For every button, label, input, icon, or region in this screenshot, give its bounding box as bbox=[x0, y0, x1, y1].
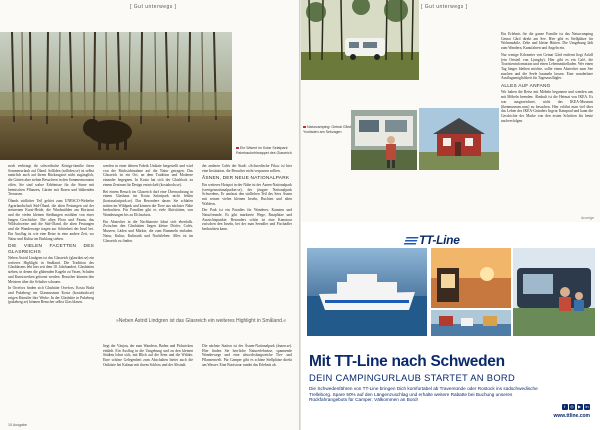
right-column bbox=[501, 32, 593, 125]
section-tag-right: [ Gut unterwegs ] bbox=[421, 4, 468, 10]
ad-headline: Mit TT-Line nach Schweden bbox=[309, 353, 505, 370]
red-cabin-image bbox=[419, 108, 499, 170]
left-column-2 bbox=[103, 164, 193, 245]
sea-cabins-image bbox=[431, 310, 511, 336]
ferry-image bbox=[307, 248, 427, 336]
sunset-deck-image bbox=[431, 248, 511, 308]
subheading-glasreich: DIE VIELEN FACETTEN DES GLASREICHS bbox=[8, 244, 94, 255]
ttline-logo: TT-Line bbox=[405, 233, 460, 247]
paragraph: In Orrefors finden sich Glashütte Orrefors, Kosta Boda und Pukeberg; im Glasmuseum Kosta (kostaboda.se) zeigen Künstler ihre Werke. In der Glashütte in Pukeberg (pukeberg.se) können Besucher selbst Glas blasen. bbox=[8, 286, 94, 305]
red-cabin-photo bbox=[419, 108, 499, 170]
social-icons bbox=[562, 404, 591, 410]
camper-forest-image bbox=[301, 0, 419, 80]
pull-quote: »Neben Astrid Lindgren ist das Glasreich ein weiteres Highlight in Småland.« bbox=[115, 318, 287, 324]
left-column-2-bottom bbox=[103, 344, 193, 370]
bison-caption: Ein Wisent im Kolar Selatpark Palmbaukehlmappet des Glasreich bbox=[236, 146, 292, 155]
ad-website-link[interactable]: www.ttline.com bbox=[553, 413, 590, 419]
ttline-stripes-icon bbox=[404, 237, 419, 245]
camper-man-image bbox=[351, 110, 417, 170]
sea-cabins-photo bbox=[431, 310, 511, 336]
page-number: 10 Ausgabe bbox=[8, 423, 27, 427]
camp-caption: Naturcamping: Getnai Gård Yvolladen am Sekvagen bbox=[303, 125, 351, 134]
subheading-nationalpark: ÅSNEN, DER NEUE NATIONALPARK bbox=[202, 176, 290, 182]
paragraph: Ein weiteres Hotspot in der Nähe ist der Åsnen-Nationalpark (sverigesnationalparker.se), der jüngste Nationalpark Schwedens. Er umfasst den südlichen Teil des Sees Åsnen mit seinen vielen kleinen Inseln, Buchten und alten Wäldern. bbox=[202, 182, 292, 206]
youtube-icon[interactable]: ▶ bbox=[577, 404, 582, 409]
paragraph: Ölands südlicher Teil gehört zum UNESCO-Welterbe Agrarlandschaft Süd-Öland, die alten Festungen auf der steinernen Karst-Heide, die Windmühlen am Horizont und die vielen kleinen Siedlungen erzählen von einer langen Geschichte. Die alten Flora und Fauna, das Wildschweine und die Süd-Öland, die alten Festungen und die Wanderwege tragen zur Schönheit der Insel bei. Ein Ausflug ist wie eine Reise in eine andere Zeit, wo Natur und Kultur im Einklang stehen. bbox=[8, 198, 94, 241]
ad-body-text: Die Schwedenfähren von TT-Line bringen Dich komfortabel ab Travemünde oder Rostock ins südschwedische Trelleborg. Spare 50% auf den Längenzuschlag und erhalte weitere Rabatte bei Buchung unseres Rückfahrangebots für Camper. Välkommen an Bord! bbox=[309, 386, 538, 403]
left-column-1 bbox=[8, 164, 94, 307]
section-tag-left: [ Gut unterwegs ] bbox=[130, 4, 177, 10]
left-column-3 bbox=[202, 164, 292, 234]
ferry-photo bbox=[307, 248, 427, 336]
left-page bbox=[0, 0, 299, 430]
facebook-icon[interactable]: f bbox=[562, 404, 568, 410]
right-page bbox=[301, 0, 600, 430]
paragraph: Nur wenige Kilometer von Getnai Gård entfernt liegt Asfall (ein Ortsteil von Ljungby). Hier gibt es ein Café, die Touristeninformation und einen Lebensmittelladen. Wer einen Tag länger bleiben möchte, sollte einen Abstecher zum See machen und die Seele baumeln lassen. Eine wunderbare Ausflugsmöglichkeit für Tagesausflügler. bbox=[501, 52, 593, 81]
instagram-icon[interactable]: ◎ bbox=[570, 404, 574, 409]
camper-forest-photo bbox=[301, 0, 419, 80]
paragraph: Ein Erlebnis für die ganze Familie ist das Naturcamping Getnai Gård direkt am See. Hier gibt es Stellplätze für Wohnmobile, Zelte und kleine Hütten. Die Umgebung lädt zum Wandern, Kanufahren und Angeln ein. bbox=[501, 32, 593, 51]
paragraph: Ein Abstecher in die Nachbarorte lohnt sich ebenfalls. Zwischen den Glashütten liegen kleine Dörfer, Cafés, Museen, Läden und Märkte, die zum Bummeln einladen. Natur, Kultur, Kulinarik und Nachtleben: Alles ist im Glasreich zu finden. bbox=[103, 219, 193, 243]
paragraph: Neben Astrid Lindgren ist das Glasreich (glasriket.se) ein weiteres Highlight in Småland. Die Tradition des Glasblasens lebt hier seit dem 18. Jahrhundert. Glashütten stehen, in denen die glühenden Kugeln zu Vasen, Schalen und Kunstwerken geformt werden. Besucher können den Meistern über die Schulter schauen. bbox=[8, 256, 94, 284]
family-camper-photo bbox=[513, 248, 595, 336]
linkedin-icon[interactable]: in bbox=[585, 404, 589, 409]
paragraph: werden in einer älteren Fabrik Unikate hergestellt und wird von der Rücksichtnahme auf die Natur getragen. Das Glasreich ist ein Ort, an dem Tradition und Moderne einander begegnen. In Kosta hat sich der Glasblock zu einem Zentrum für Design entwickelt (kostaboda.se). bbox=[103, 164, 193, 187]
ad-subline: DEIN CAMPINGURLAUB STARTET AN BORD bbox=[309, 372, 516, 383]
paragraph: der anderen Cafés der Stadt. »Schwedische Fika« ist hier eine Institution, die Besucher nicht verpassen sollten. bbox=[202, 164, 292, 173]
paragraph: Der Park ist ein Paradies für Wanderer, Kanuten und Naturfreunde. Es gibt markierte Wege, Rastplätze und Aussichtspunkte. Besonders schön ist eine Kanutour zwischen den Inseln, bei der man Seeadler und Fischadler beobachten kann. bbox=[202, 208, 292, 232]
paragraph: noch verbringt ihr schwedische Königs-familie ihren Sommerurlaub auf Öland. Solliden (solliden.se) ist selbst natürlich auch auf ihrem Rückzugsort nicht zugänglich, die Gärten aber stehen Besuchern in den Sommermonaten offen. Sie sind wahre Erlebnisse für die Sinne mit heimischen Pflanzen, Gärten mit Rosen und blühenden Terrassen. bbox=[8, 164, 94, 197]
paragraph: Bei einem Besuch im Glasreich darf eine Übernachtung in einem Glashaus im Kosta Safaripark nicht fehlen (kostasafaripark.se). Das Besondere daran: Sie schlafen mitten im Wildpark und können die Tiere aus nächster Nähe beobachten. Für Familien gibt es viele Aktivitäten, von Wanderungen bis zu Elchsafaris. bbox=[103, 189, 193, 218]
left-column-3-bottom bbox=[202, 344, 292, 370]
paragraph: liegt der Vänjan, der zum Wandern, Baden und Picknicken einlädt. Ein Ausflug in die Umgebung und zu den kleinen Städten lohnt sich, mit Blick auf die Seen und die Wälder. Eine schöne Gelegenheit zum Abschalten bietet auch die Ostküste bei Kalmar mit ihrem Schloss und der Altstadt. bbox=[103, 344, 193, 367]
paragraph: Wir haben die Reise mit Möbeln begonnen und wenden uns mit Möbeln beenden: Älmhult ist die Heimat von IKEA. Es war ausgezeichnet, nicht das IKEA-Museum (ikeamuseum.com) zu besuchen. Hier erfährt man viel über das Leben des IKEA-Gründers Ingvar Kamprad und kann die Geschichte der Marke von den ersten Schritten bis heute nachverfolgen. bbox=[501, 90, 593, 123]
paragraph: Die nächste Station ist der Åsnen-Nationalpark (åsnen.se). Hier finden Sie herrliche Naturerlebnisse, spannende Wanderwege und eine abwechslungsreiche Tier- und Pflanzenwelt. Für Camper gibt es schöne Stellplätze direkt am Wasser. Eine Bootstour rundet das Erlebnis ab. bbox=[202, 344, 292, 367]
family-camper-image bbox=[513, 248, 595, 336]
subheading-anfang: ALLES AUF ANFANG bbox=[501, 84, 551, 90]
forest-bison-photo bbox=[0, 32, 232, 160]
ad-label: Anzeige bbox=[581, 216, 594, 220]
forest-bison-image bbox=[0, 32, 232, 160]
sunset-deck-photo bbox=[431, 248, 511, 308]
camper-man-photo bbox=[351, 110, 417, 170]
